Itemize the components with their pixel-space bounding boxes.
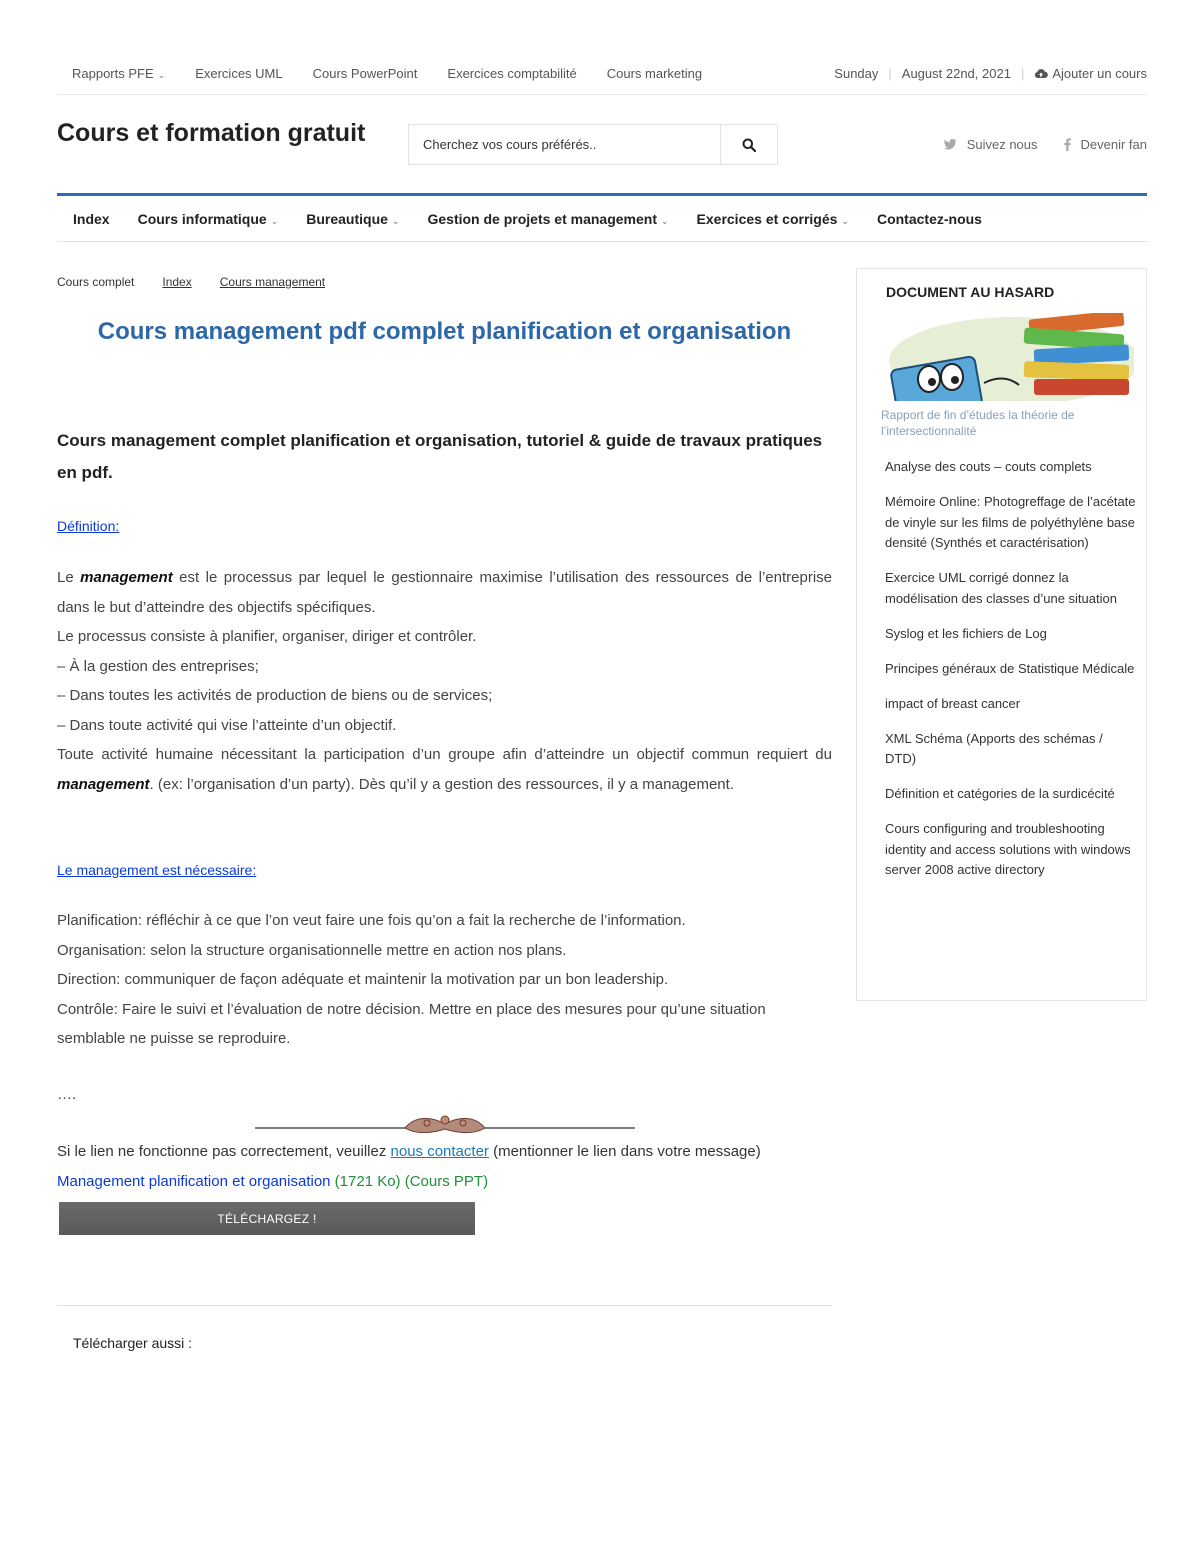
list-item[interactable]: Principes généraux de Statistique Médicale	[885, 660, 1135, 676]
twitter-icon	[944, 139, 957, 150]
article-lead: Cours management complet planification et organisation, tutoriel & guide de travaux pratiques en pdf.	[57, 431, 823, 482]
paragraph	[57, 740, 832, 799]
nav-cours-informatique[interactable]	[138, 211, 279, 227]
definition-heading-block	[57, 512, 832, 542]
paragraph: Le processus consiste à planifier, organiser, diriger et contrôler.	[57, 628, 477, 645]
document-thumbnail[interactable]	[884, 313, 1134, 401]
nav-label: Exercices et corrigés	[696, 210, 838, 227]
list-item[interactable]: Syslog et les fichiers de Log	[885, 625, 1047, 641]
ellipsis: ….	[57, 1086, 77, 1103]
list-item[interactable]: Exercice UML corrigé donnez la modélisation des classes d’une situation	[885, 570, 1117, 606]
follow-label: Suivez nous	[966, 137, 1038, 152]
text: Si le lien ne fonctionne pas correctement, veuillez	[57, 1143, 391, 1160]
definition-heading[interactable]: Définition:	[57, 518, 120, 534]
article-body	[57, 563, 832, 799]
nav-gestion-projets[interactable]	[427, 211, 668, 227]
nav-contact[interactable]: Contactez-nous	[876, 210, 982, 227]
list-item: – À la gestion des entreprises;	[57, 657, 259, 675]
text: (mentionner le lien dans votre message)	[488, 1143, 761, 1160]
breadcrumb	[57, 275, 353, 289]
nav-label: Cours informatique	[137, 210, 267, 227]
list-item: Planification: réfléchir à ce que l’on veut faire une fois qu’on a fait la recherche de l’information.	[57, 912, 686, 929]
list-item[interactable]: Analyse des couts – couts complets	[885, 459, 1092, 474]
top-bar	[57, 58, 1147, 95]
current-date: August 22nd, 2021	[901, 66, 1011, 81]
necessary-heading[interactable]: Le management est nécessaire:	[57, 862, 257, 878]
search-button[interactable]	[720, 125, 777, 164]
top-menu-exercices-uml[interactable]: Exercices UML	[195, 66, 283, 81]
emphasis: management	[57, 775, 150, 793]
article-body-2	[57, 906, 832, 1054]
list-item: Direction: communiquer de façon adéquate et maintenir la motivation par un bon leadership.	[57, 971, 669, 988]
nav-index[interactable]: Index	[73, 210, 110, 227]
ornament-divider-icon	[255, 1112, 635, 1138]
search-box	[408, 124, 778, 165]
list-item: – Dans toutes les activités de production de biens ou de services;	[57, 687, 493, 704]
divider	[57, 1305, 832, 1306]
facebook-icon	[1064, 138, 1071, 151]
facebook-fan-link[interactable]	[1064, 137, 1147, 152]
download-button[interactable]: TÉLÉCHARGEZ !	[59, 1202, 475, 1235]
text: est le processus par lequel le gestionnaire maximise l’utilisation des ressources de l’entreprise dans le but d’atteindre des objectifs spécifiques.	[57, 569, 832, 616]
search-icon	[742, 138, 756, 152]
contact-link[interactable]: nous contacter	[390, 1143, 489, 1160]
link-notice	[57, 1143, 761, 1160]
download-info	[57, 1173, 488, 1190]
chevron-down-icon: ⌄	[660, 215, 669, 226]
chevron-down-icon: ⌄	[270, 215, 279, 226]
text: Le	[57, 569, 81, 586]
cloud-upload-icon	[1034, 68, 1048, 79]
text: . (ex: l’organisation d’un party). Dès qu’il y a gestion des ressources, il y a management.	[149, 775, 734, 793]
text: Toute activité humaine nécessitant la participation d’un groupe afin d’atteindre un objectif commun requiert du	[57, 746, 832, 763]
necessary-heading-block	[57, 856, 832, 886]
divider: |	[888, 66, 892, 81]
list-item[interactable]: XML Schéma (Apports des schémas / DTD)	[885, 730, 1103, 766]
thumbnail-caption[interactable]: Rapport de fin d’études la théorie de l’intersectionnalité	[881, 408, 1075, 438]
top-menu-label: Rapports PFE	[72, 66, 154, 81]
list-item[interactable]: Définition et catégories de la surdicécité	[885, 786, 1115, 801]
site-title[interactable]: Cours et formation gratuit	[57, 119, 366, 147]
social-links	[918, 137, 1147, 152]
twitter-follow-link[interactable]	[944, 137, 1038, 152]
main-nav	[57, 193, 1147, 242]
download-file-link[interactable]: Management planification et organisation	[57, 1173, 331, 1190]
top-menu-cours-powerpoint[interactable]: Cours PowerPoint	[312, 66, 418, 81]
list-item: Contrôle: Faire le suivi et l’évaluation de notre décision. Mettre en place des mesures pour qu’une situation semblable ne puisse se reproduire.	[57, 1000, 766, 1047]
random-doc-list	[885, 457, 1137, 895]
fan-label: Devenir fan	[1080, 137, 1147, 152]
top-menu-rapports-pfe[interactable]	[72, 66, 165, 81]
breadcrumb-index[interactable]: Index	[162, 275, 192, 289]
list-item: Organisation: selon la structure organisationnelle mettre en action nos plans.	[57, 941, 567, 959]
breadcrumb-cours-management[interactable]: Cours management	[219, 275, 326, 289]
paragraph	[57, 563, 832, 622]
add-course-link[interactable]	[1034, 66, 1147, 81]
list-item: – Dans toute activité qui vise l’atteinte d’un objectif.	[57, 716, 397, 734]
breadcrumb-current-section: Cours complet	[57, 275, 135, 289]
nav-exercices-corriges[interactable]	[697, 211, 849, 227]
sidebar-random-document	[856, 268, 1147, 1001]
add-course-label: Ajouter un cours	[1052, 66, 1147, 81]
current-day: Sunday	[834, 66, 879, 81]
chevron-down-icon: ⌄	[841, 215, 849, 226]
top-bar-right	[834, 66, 1147, 81]
top-menu	[57, 66, 717, 81]
chevron-down-icon: ⌄	[157, 70, 166, 80]
widget-title: DOCUMENT AU HASARD	[886, 284, 1055, 300]
list-item[interactable]: impact of breast cancer	[885, 695, 1021, 711]
list-item[interactable]: Mémoire Online: Photogreffage de l’acétate de vinyle sur les films de polyéthylène base densité (Synthés et caractérisation)	[885, 494, 1136, 550]
divider: |	[1020, 66, 1025, 81]
nav-label: Bureautique	[306, 210, 388, 227]
download-file-meta: (1721 Ko) (Cours PPT)	[330, 1173, 489, 1190]
top-menu-exercices-comptabilite[interactable]: Exercices comptabilité	[447, 66, 577, 81]
chevron-down-icon: ⌄	[391, 215, 400, 226]
nav-label: Gestion de projets et management	[427, 210, 657, 227]
page-title: Cours management pdf complet planification et organisation	[97, 318, 792, 345]
emphasis: management	[80, 569, 173, 586]
list-item[interactable]: Cours configuring and troubleshooting identity and access solutions with windows server 2008 active directory	[885, 821, 1131, 877]
search-input[interactable]	[409, 125, 720, 164]
nav-bureautique[interactable]	[306, 211, 399, 227]
also-download-heading: Télécharger aussi :	[73, 1335, 193, 1351]
top-menu-cours-marketing[interactable]: Cours marketing	[606, 66, 703, 81]
